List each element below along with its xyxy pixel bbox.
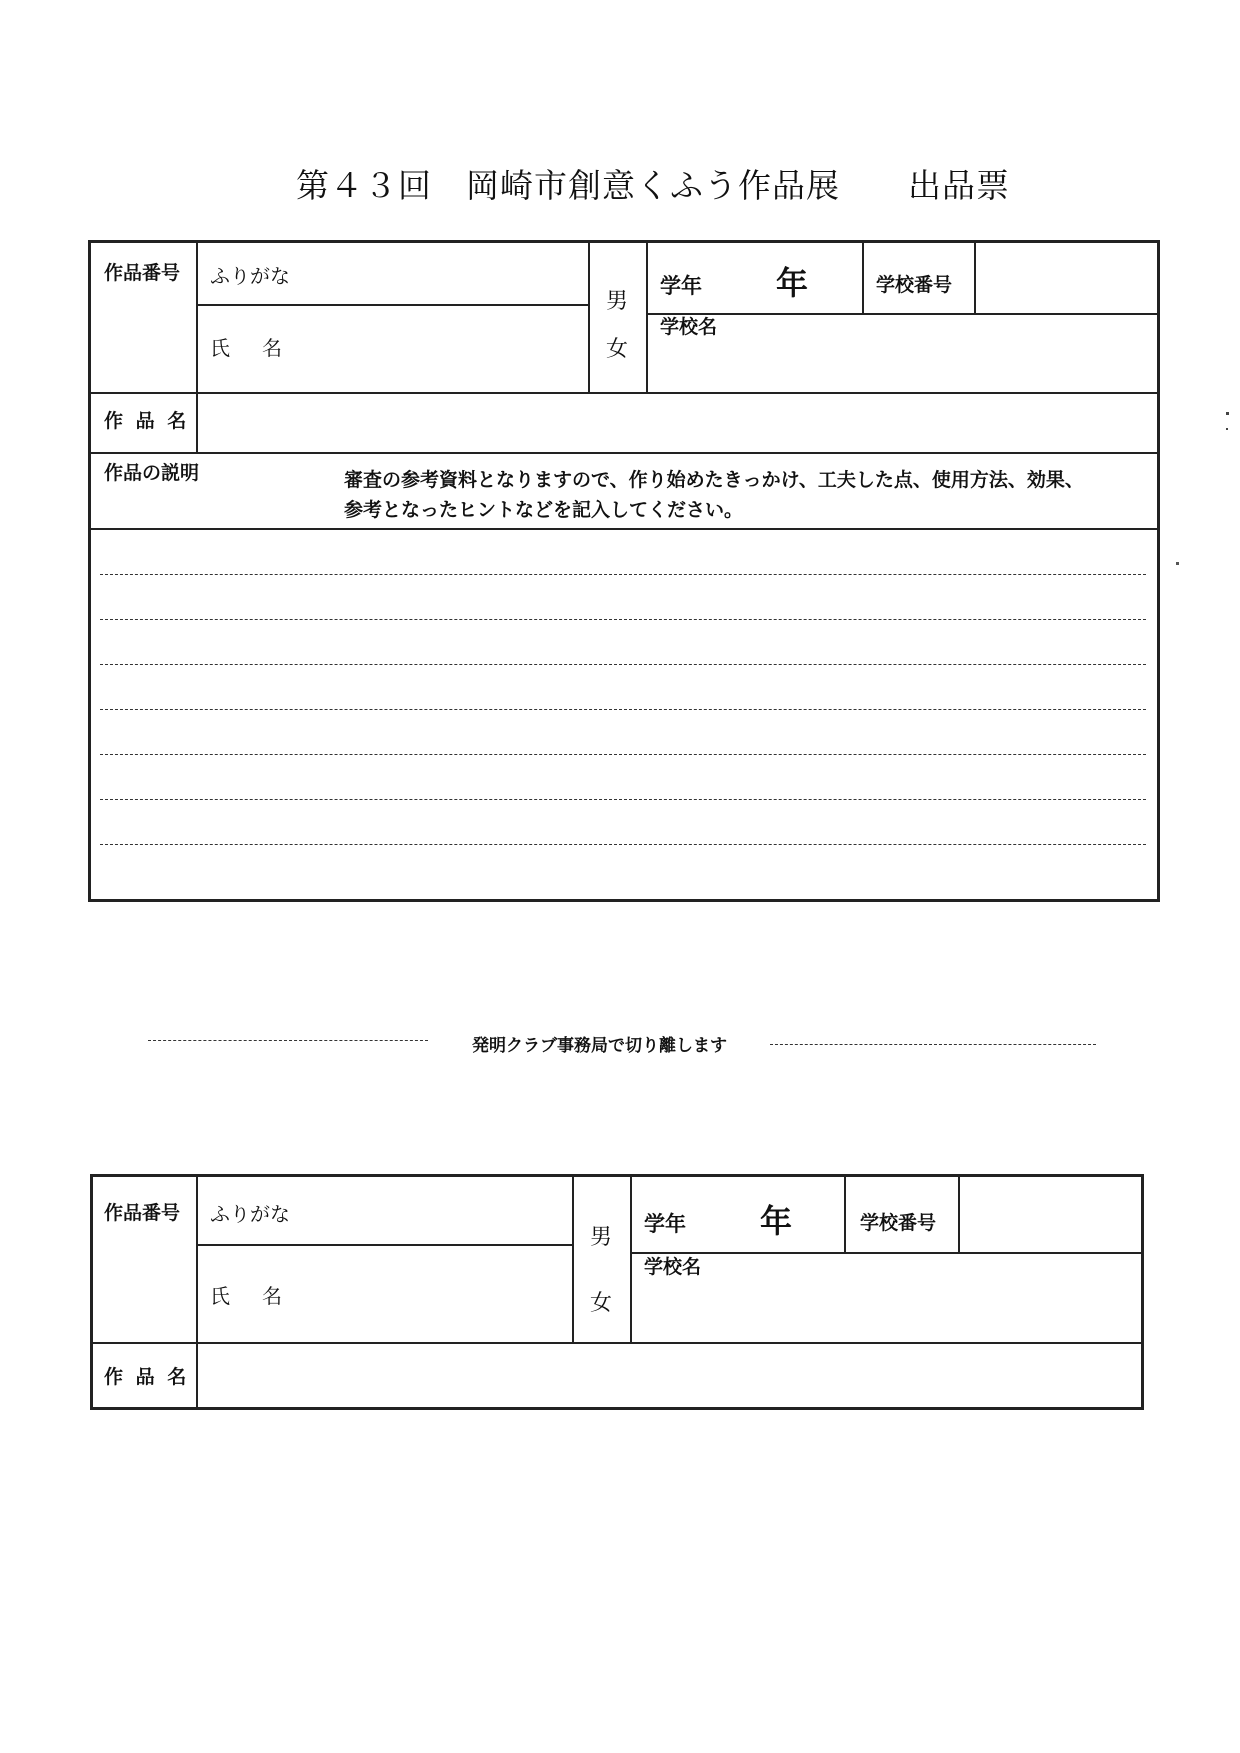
writing-line	[100, 844, 1146, 845]
description-label: 作品の説明	[104, 462, 200, 484]
writing-line	[100, 664, 1146, 665]
divider	[196, 1244, 572, 1246]
divider	[88, 528, 1160, 530]
divider	[88, 452, 1160, 454]
divider	[588, 240, 590, 392]
description-note-line2: 参考となったヒントなどを記入してください。	[344, 499, 744, 521]
gender-female[interactable]: 女	[606, 337, 629, 362]
furigana-field[interactable]: ふりがな	[210, 264, 290, 288]
scan-speck	[1226, 412, 1229, 415]
cut-line-left	[148, 1040, 428, 1041]
work-number-label: 作品番号	[104, 262, 181, 284]
divider	[630, 1174, 632, 1342]
stub-furigana-field[interactable]: ふりがな	[210, 1202, 290, 1226]
divider	[862, 240, 864, 313]
stub-gender-female[interactable]: 女	[590, 1291, 613, 1316]
writing-line	[100, 574, 1146, 575]
page-title: 第４３回 岡崎市創意くふう作品展 出品票	[296, 166, 1010, 205]
stub-name-field[interactable]: 氏 名	[210, 1284, 288, 1308]
writing-line	[100, 619, 1146, 620]
description-note-line1: 審査の参考資料となりますので、作り始めたきっかけ、工夫した点、使用方法、効果、	[344, 469, 1084, 491]
name-field[interactable]: 氏 名	[210, 336, 288, 360]
stub-school-number-label: 学校番号	[860, 1212, 937, 1234]
stub-grade-label: 学年	[644, 1212, 686, 1236]
stub-work-number-label: 作品番号	[104, 1202, 181, 1224]
school-name-label: 学校名	[660, 316, 718, 338]
stub-work-name-label: 作 品 名	[104, 1366, 190, 1388]
writing-line	[100, 754, 1146, 755]
divider	[196, 304, 588, 306]
divider	[572, 1174, 574, 1342]
writing-line	[100, 709, 1146, 710]
stub-grade-field[interactable]: 年	[760, 1202, 793, 1240]
work-name-label: 作 品 名	[104, 410, 190, 432]
scan-speck	[1226, 428, 1228, 430]
divider	[630, 1252, 1144, 1254]
stub-school-number-field[interactable]	[960, 1177, 1140, 1250]
gender-male[interactable]: 男	[606, 289, 629, 314]
writing-line	[100, 799, 1146, 800]
divider	[646, 313, 1160, 315]
divider	[646, 240, 648, 392]
stub-work-name-field[interactable]	[198, 1344, 1140, 1406]
cut-line-right	[770, 1044, 1096, 1045]
school-number-field[interactable]	[976, 243, 1156, 311]
school-number-label: 学校番号	[876, 274, 953, 296]
stub-school-name-label: 学校名	[644, 1256, 702, 1278]
scan-speck	[1176, 562, 1179, 565]
cut-line-text: 発明クラブ事務局で切り離します	[472, 1036, 727, 1056]
grade-label: 学年	[660, 274, 702, 298]
stub-gender-male[interactable]: 男	[590, 1225, 613, 1250]
grade-field[interactable]: 年	[776, 264, 809, 302]
divider	[844, 1174, 846, 1252]
work-name-field[interactable]	[198, 394, 1158, 450]
